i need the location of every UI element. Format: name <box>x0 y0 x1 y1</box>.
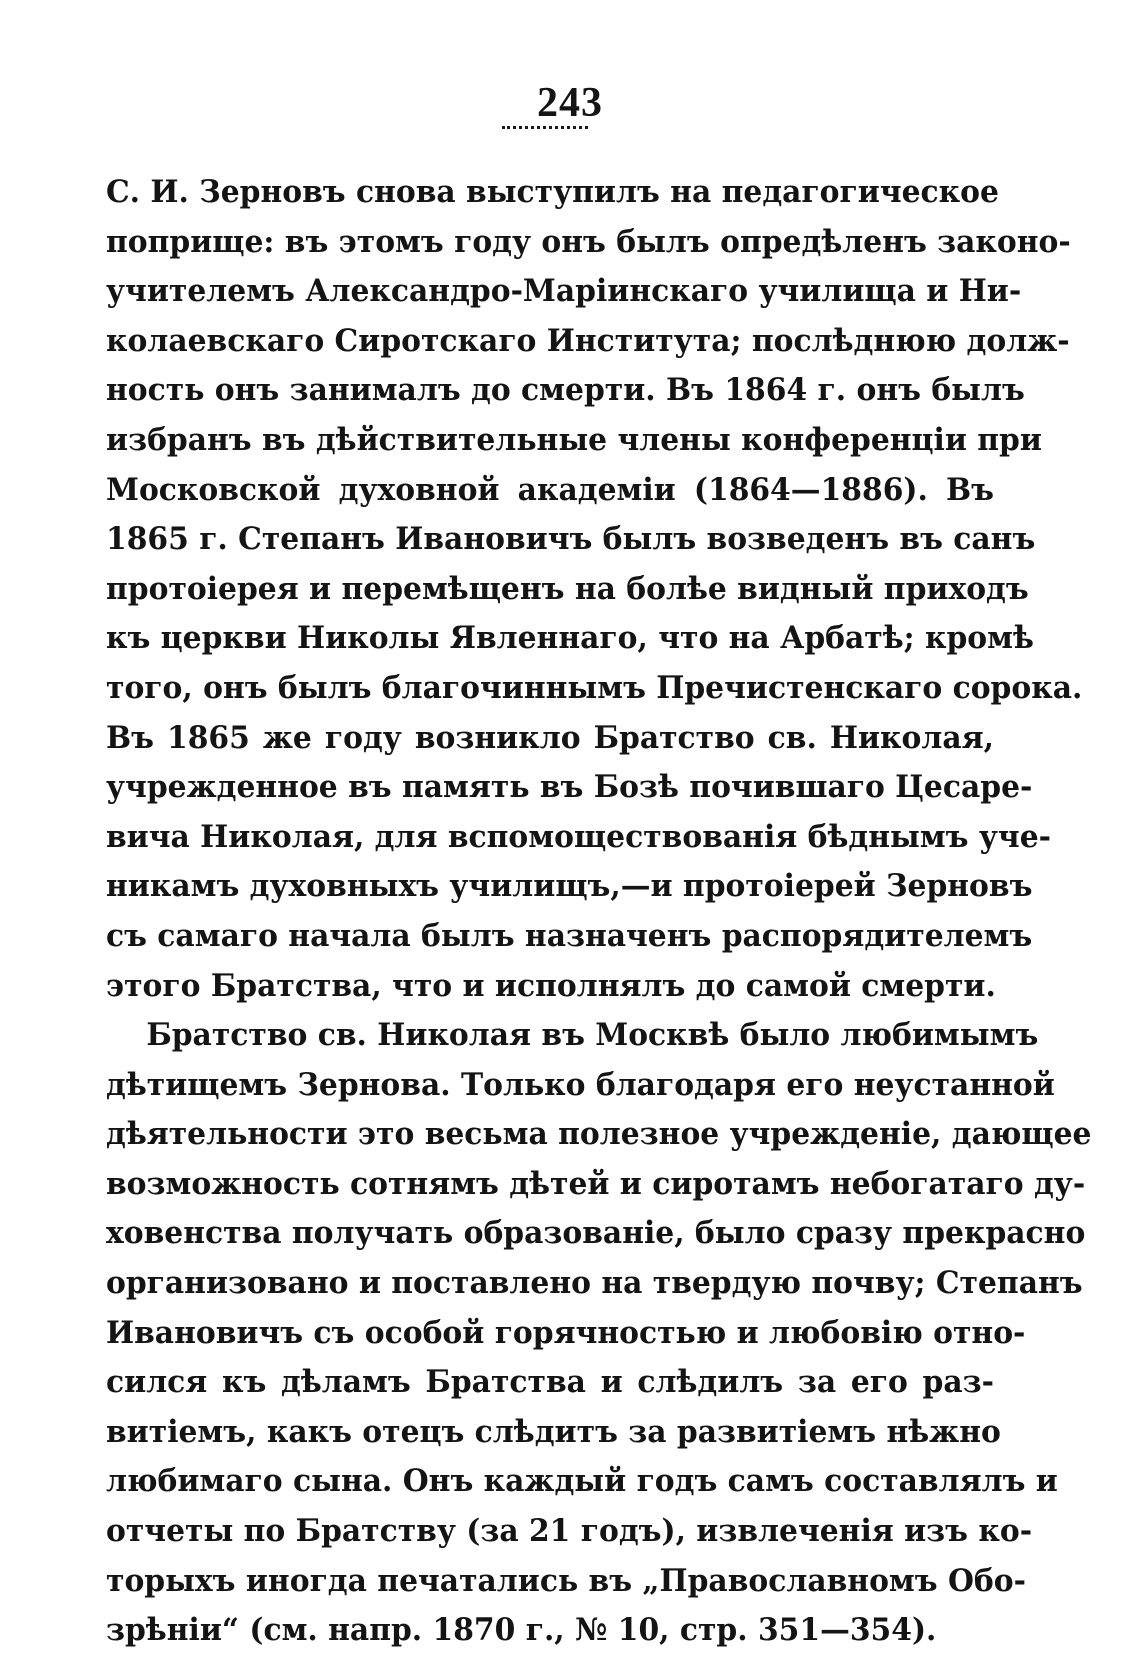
text-line: къ церкви Николы Явленнаго, что на Арбатѣ; кромѣ <box>106 620 1034 657</box>
text-line: дѣтищемъ Зернова. Только благодаря его неустанной <box>106 1066 1055 1103</box>
page-number-rule <box>502 126 588 129</box>
text-line: избранъ въ дѣйствительные члены конференціи при <box>106 421 1042 458</box>
text-line: Въ 1865 же году возникло Братство св. Николая, <box>106 719 994 756</box>
text-line: 1865 г. Степанъ Ивановичъ былъ возведенъ въ санъ <box>106 521 1036 558</box>
text-line: Московской духовной академіи (1864—1886). Въ <box>106 471 994 508</box>
text-line: отчеты по Братству (за 21 годъ), извлеченія изъ ко- <box>106 1513 1033 1550</box>
text-line: С. И. Зерновъ снова выступилъ на педагогическое <box>106 174 999 210</box>
paragraph-1 <box>106 168 1083 1011</box>
text-line: того, онъ былъ благочиннымъ Пречистенскаго сорока. <box>106 669 1083 706</box>
text-line: сился къ дѣламъ Братства и слѣдилъ за его раз- <box>106 1364 994 1401</box>
text-line: поприще: въ этомъ году онъ былъ опредѣленъ законо- <box>106 223 1071 260</box>
paragraph-2 <box>106 1011 1092 1656</box>
text-line: никамъ духовныхъ училищъ,—и протоіерей Зерновъ <box>106 868 1033 905</box>
text-line: вича Николая, для вспомоществованія бѣднымъ уче- <box>106 818 1051 855</box>
text-line: протоіерея и перемѣщенъ на болѣе видный приходъ <box>106 570 1029 607</box>
text-line: дѣятельности это весьма полезное учрежденіе, дающее <box>106 1116 1092 1153</box>
body-text <box>106 168 1092 1656</box>
text-line: торыхъ иногда печатались въ „Православномъ Обо- <box>106 1562 1026 1599</box>
text-line: зрѣніи“ (см. напр. 1870 г., № 10, стр. 351—354). <box>106 1612 937 1649</box>
text-line: съ самаго начала былъ назначенъ распорядителемъ <box>106 917 1033 954</box>
text-line: витіемъ, какъ отецъ слѣдитъ за развитіемъ нѣжно <box>106 1413 1001 1450</box>
text-line: учрежденное въ память въ Бозѣ почившаго Цесаре- <box>106 769 1033 806</box>
text-line: колаевскаго Сиротскаго Института; послѣднюю долж- <box>106 322 1070 359</box>
text-line: этого Братства, что и исполнялъ до самой смерти. <box>106 967 996 1004</box>
text-line: Ивановичъ съ особой горячностью и любовію отно- <box>106 1314 1026 1351</box>
page-number: 243 <box>537 80 603 126</box>
text-line: ность онъ занималъ до смерти. Въ 1864 г. онъ былъ <box>106 372 1025 409</box>
text-line: ховенства получать образованіе, было сразу прекрасно <box>106 1215 1086 1252</box>
text-line: возможность сотнямъ дѣтей и сиротамъ небогатаго ду- <box>106 1165 1086 1202</box>
text-line: любимаго сына. Онъ каждый годъ самъ составлялъ и <box>106 1463 1058 1500</box>
text-line: Братство св. Николая въ Москвѣ было любимымъ <box>146 1017 1039 1054</box>
text-line: учителемъ Александро-Маріинскаго училища и Ни- <box>106 273 1022 310</box>
text-line: организовано и поставлено на твердую почву; Степанъ <box>106 1265 1083 1302</box>
